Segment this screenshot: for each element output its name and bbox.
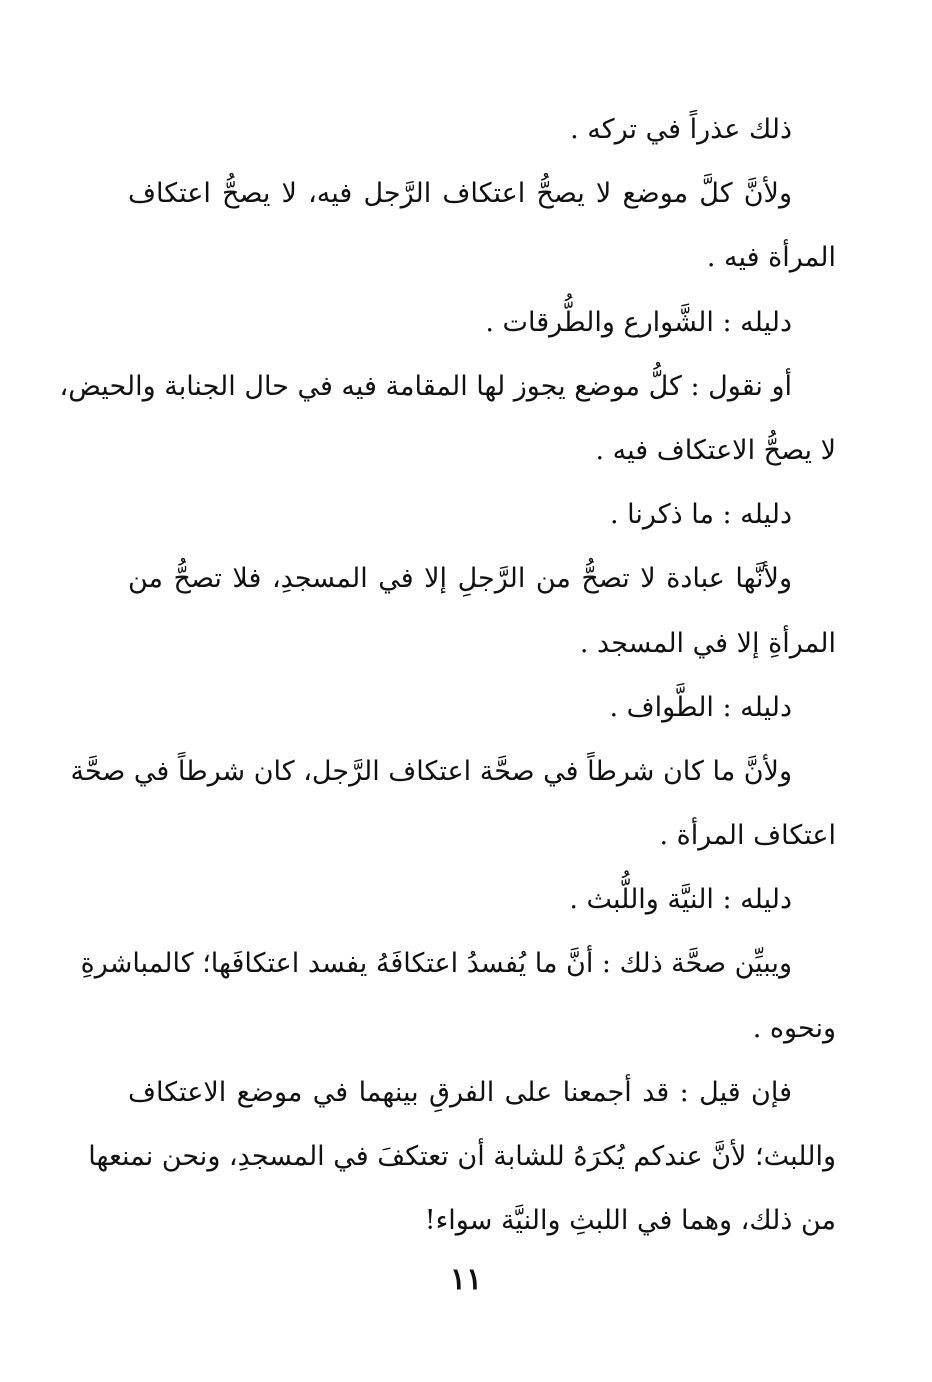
text-line: المرأةِ إلا في المسجد . — [579, 627, 836, 659]
text-line: لا يصحُّ الاعتكاف فيه . — [595, 434, 836, 466]
text-line: دليله : الطَّواف . — [609, 691, 792, 723]
text-line: ونحوه . — [752, 1012, 836, 1044]
text-line: من ذلك، وهما في اللبثِ والنيَّة سواء! — [424, 1205, 836, 1237]
text-line: واللبث؛ لأنَّ عندكم يُكرَهُ للشابة أن تعتكفَ في المسجدِ، ونحن نمنعها — [88, 1141, 836, 1172]
text-line: ويبيِّن صحَّة ذلك : أنَّ ما يُفسدُ اعتكافَهُ يفسد اعتكافَها؛ كالمباشرةِ — [80, 948, 792, 980]
page-body-text — [59, 98, 836, 1253]
text-line: المرأة فيه . — [706, 242, 836, 274]
text-line: دليله : ما ذكرنا . — [609, 499, 792, 531]
text-line: ولأنَّ كلَّ موضع لا يصحُّ اعتكاف الرَّجل فيه، لا يصحُّ اعتكاف — [128, 178, 792, 210]
text-line: اعتكاف المرأة . — [659, 820, 836, 852]
text-line: فإن قيل : قد أجمعنا على الفرقِ بينهما في موضع الاعتكاف — [128, 1076, 792, 1108]
text-line: ولأنَّها عبادة لا تصحُّ من الرَّجلِ إلا في المسجدِ، فلا تصحُّ من — [128, 563, 792, 595]
page-number: ١١ — [449, 1262, 483, 1297]
text-line: ولأنَّ ما كان شرطاً في صحَّة اعتكاف الرَّجل، كان شرطاً في صحَّة — [70, 755, 792, 787]
text-line: ذلك عذراً في تركه . — [570, 114, 792, 145]
text-line: دليله : الشَّوارع والطُّرقات . — [485, 306, 792, 338]
text-line: دليله : النيَّة واللُّبث . — [569, 884, 792, 916]
text-line: أو نقول : كلُّ موضع يجوز لها المقامة فيه في حال الجنابة والحيض، — [59, 370, 792, 402]
